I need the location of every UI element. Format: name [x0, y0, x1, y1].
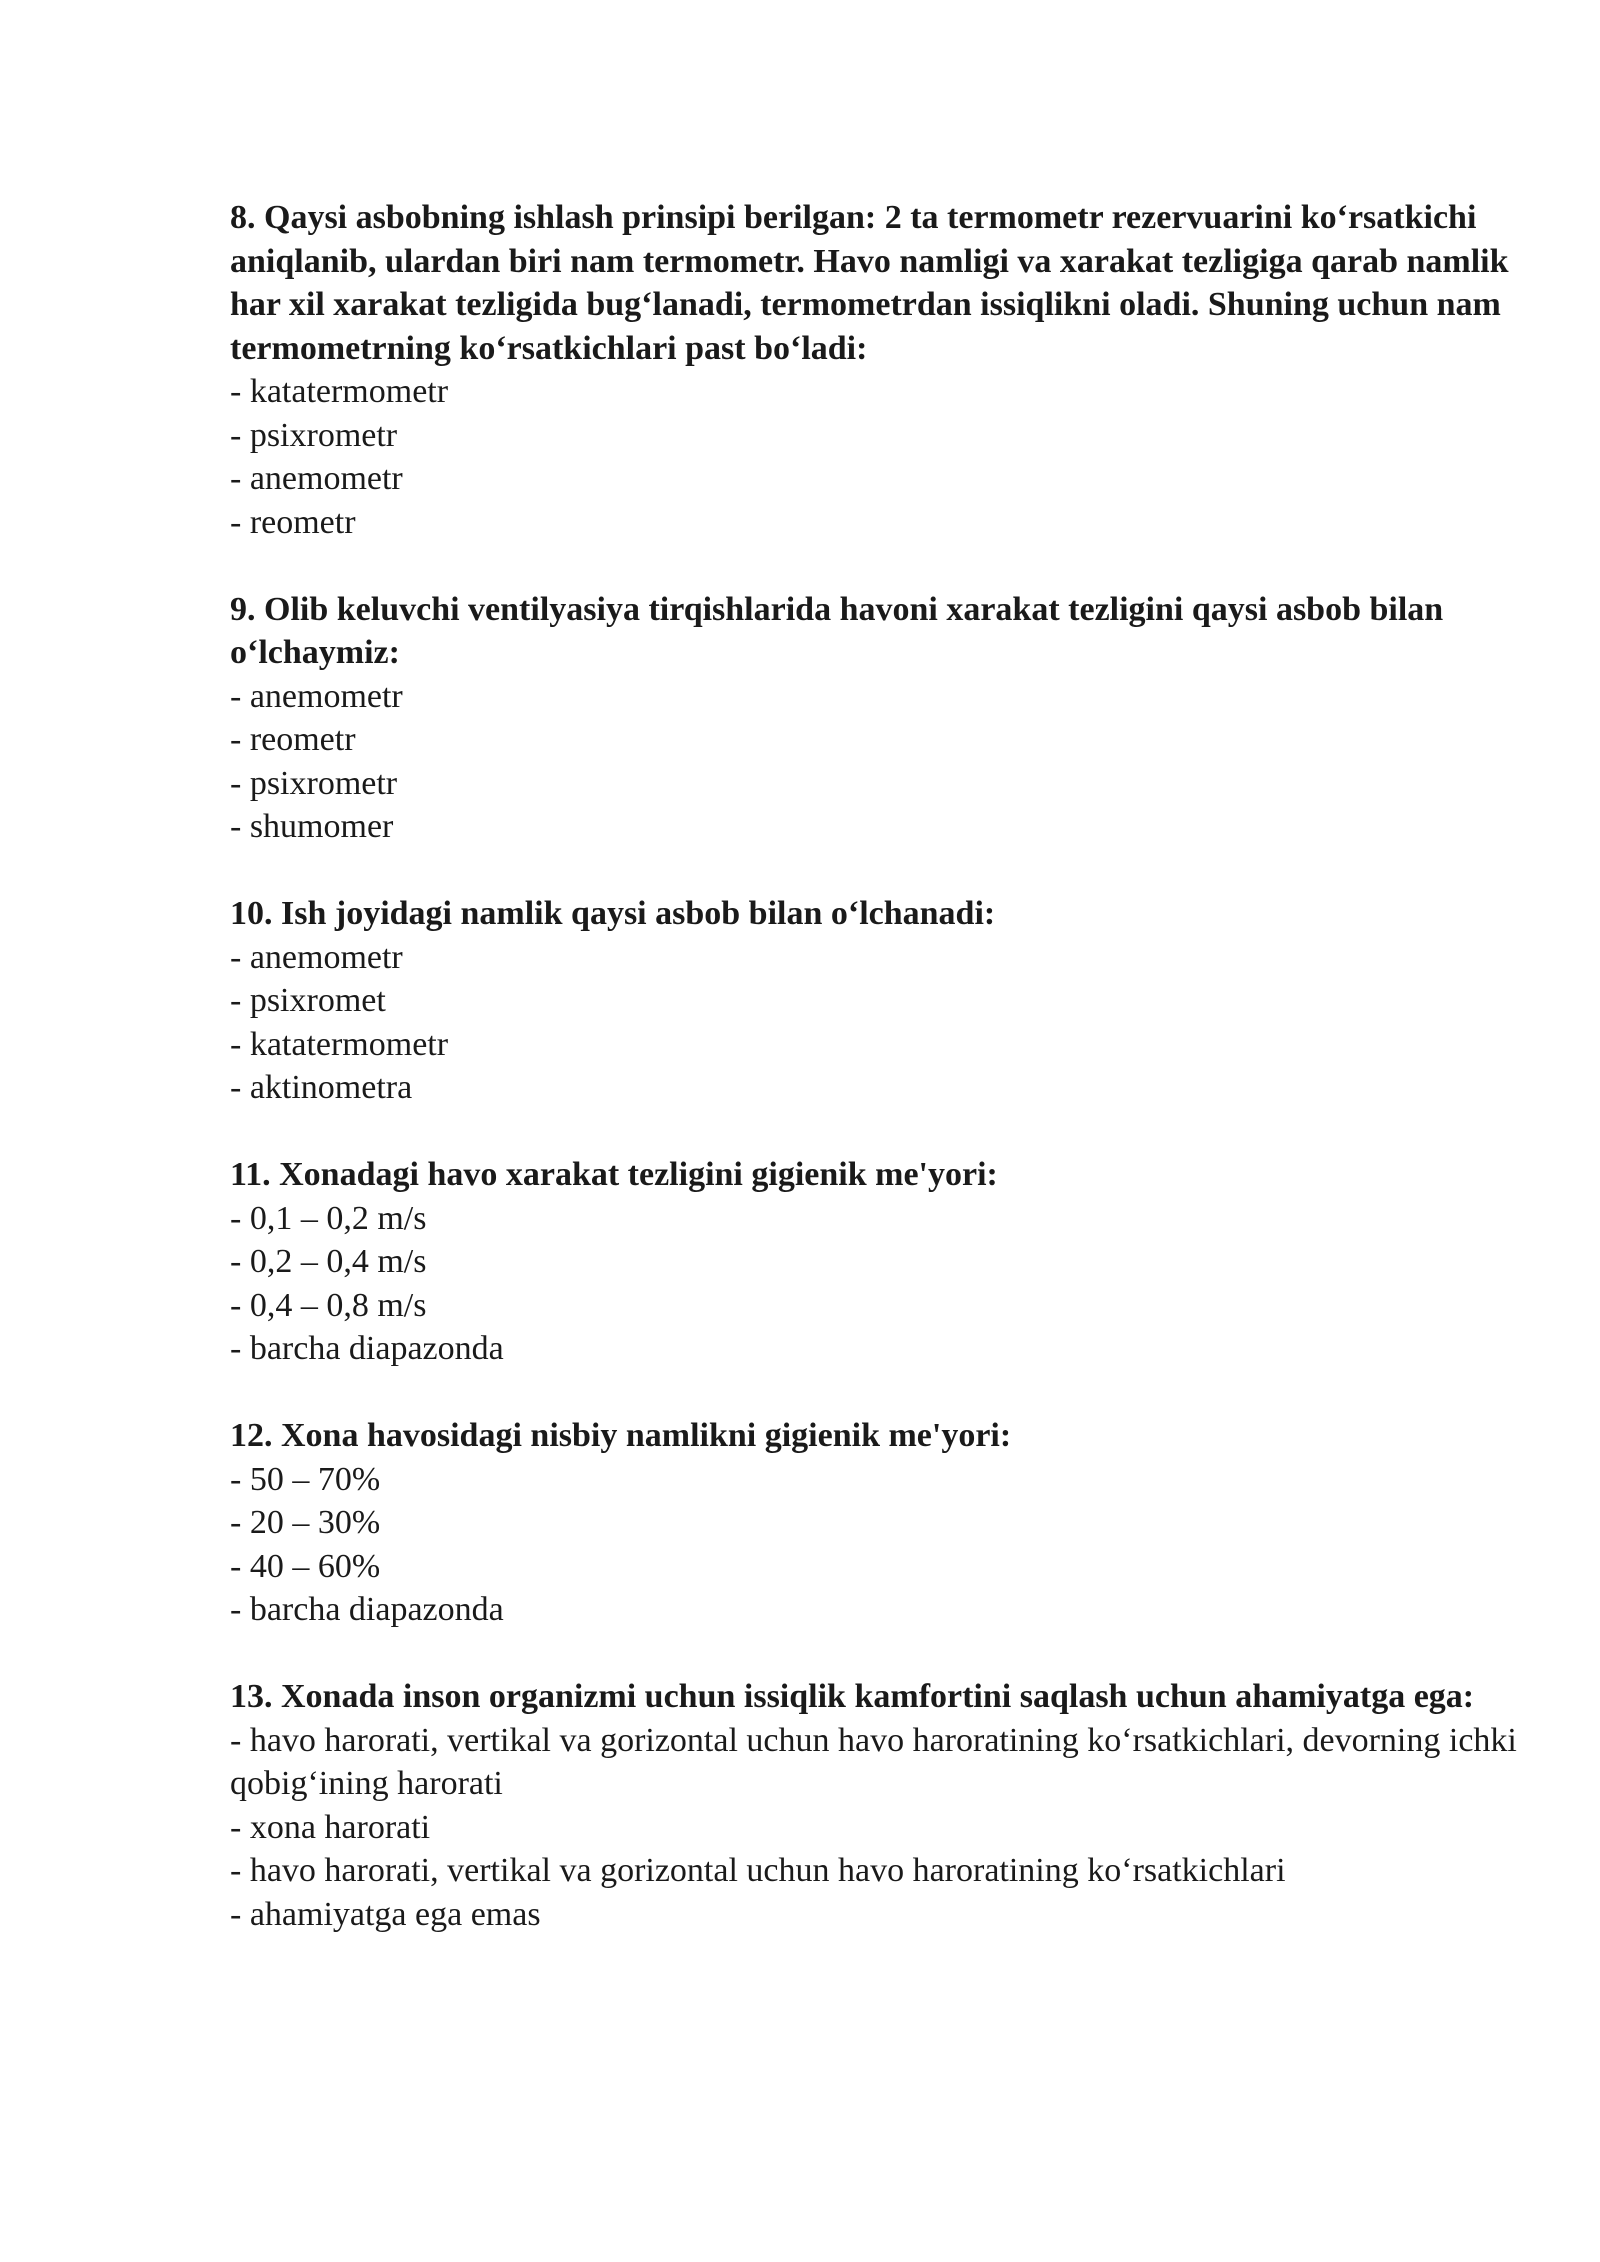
answer-option: - anemometr: [230, 460, 403, 497]
question-text: 8. Qaysi asbobning ishlash prinsipi berilgan: 2 ta termometr rezervuarini ko‘rsatkichi aniqlanib, ulardan biri nam termometr. Havo namligi va xarakat tezligiga qarab namlik har xil xarakat tezligida bug‘lanadi, termometrdan issiqlikni oladi. Shuning uchun nam termometrning ko‘rsatkichlari past bo‘ladi:: [230, 199, 1509, 367]
answer-option: - katatermometr: [230, 1025, 449, 1063]
answer-option: - barcha diapazonda: [230, 1591, 504, 1628]
answer-option: - havo harorati, vertikal va gorizontal uchun havo haroratining ko‘rsatkichlari: [230, 1852, 1286, 1889]
answer-options: [230, 1458, 1530, 1632]
question-9: [230, 588, 1530, 849]
answer-option: - barcha diapazonda: [230, 1330, 504, 1367]
answer-options: [230, 675, 1530, 849]
answer-option: - reometr: [230, 503, 356, 541]
question-text: 13. Xonada inson organizmi uchun issiqlik kamfortini saqlash uchun ahamiyatga ega:: [230, 1678, 1475, 1715]
answer-option: - aktinometra: [230, 1069, 413, 1106]
question-12: [230, 1414, 1530, 1632]
question-13: [230, 1675, 1530, 1936]
answer-option: - 0,2 – 0,4 m/s: [230, 1243, 427, 1280]
question-11: [230, 1153, 1530, 1371]
answer-option: - katatermometr: [230, 373, 449, 410]
answer-options: [230, 1197, 1530, 1371]
answer-options: [230, 936, 1530, 1110]
question-text: 11. Xonadagi havo xarakat tezligini gigienik me'yori:: [230, 1156, 998, 1193]
answer-option: - psixrometr: [230, 416, 398, 454]
answer-options: [230, 370, 1530, 544]
question-10: [230, 892, 1530, 1110]
question-8: [230, 196, 1530, 544]
question-text: 9. Olib keluvchi ventilyasiya tirqishlarida havoni xarakat tezligini qaysi asbob bilan o‘lchaymiz:: [230, 590, 1444, 671]
answer-option: - 40 – 60%: [230, 1547, 381, 1585]
answer-option: - psixrometr: [230, 764, 398, 802]
answer-option: - reometr: [230, 721, 356, 758]
answer-option: - psixromet: [230, 982, 386, 1019]
answer-option: - havo harorati, vertikal va gorizontal uchun havo haroratining ko‘rsatkichlari, devorning ichki qobig‘ining harorati: [230, 1721, 1517, 1802]
document-page: [230, 196, 1530, 1980]
answer-option: - shumomer: [230, 808, 394, 845]
answer-option: - 20 – 30%: [230, 1504, 381, 1541]
answer-options: [230, 1719, 1530, 1937]
answer-option: - anemometr: [230, 938, 403, 976]
answer-option: - 50 – 70%: [230, 1460, 381, 1498]
answer-option: - 0,4 – 0,8 m/s: [230, 1286, 427, 1324]
answer-option: - anemometr: [230, 677, 403, 715]
question-text: 12. Xona havosidagi nisbiy namlikni gigienik me'yori:: [230, 1417, 1012, 1454]
question-text: 10. Ish joyidagi namlik qaysi asbob bilan o‘lchanadi:: [230, 895, 996, 932]
answer-option: - 0,1 – 0,2 m/s: [230, 1199, 427, 1237]
answer-option: - xona harorati: [230, 1808, 431, 1846]
answer-option: - ahamiyatga ega emas: [230, 1895, 541, 1933]
